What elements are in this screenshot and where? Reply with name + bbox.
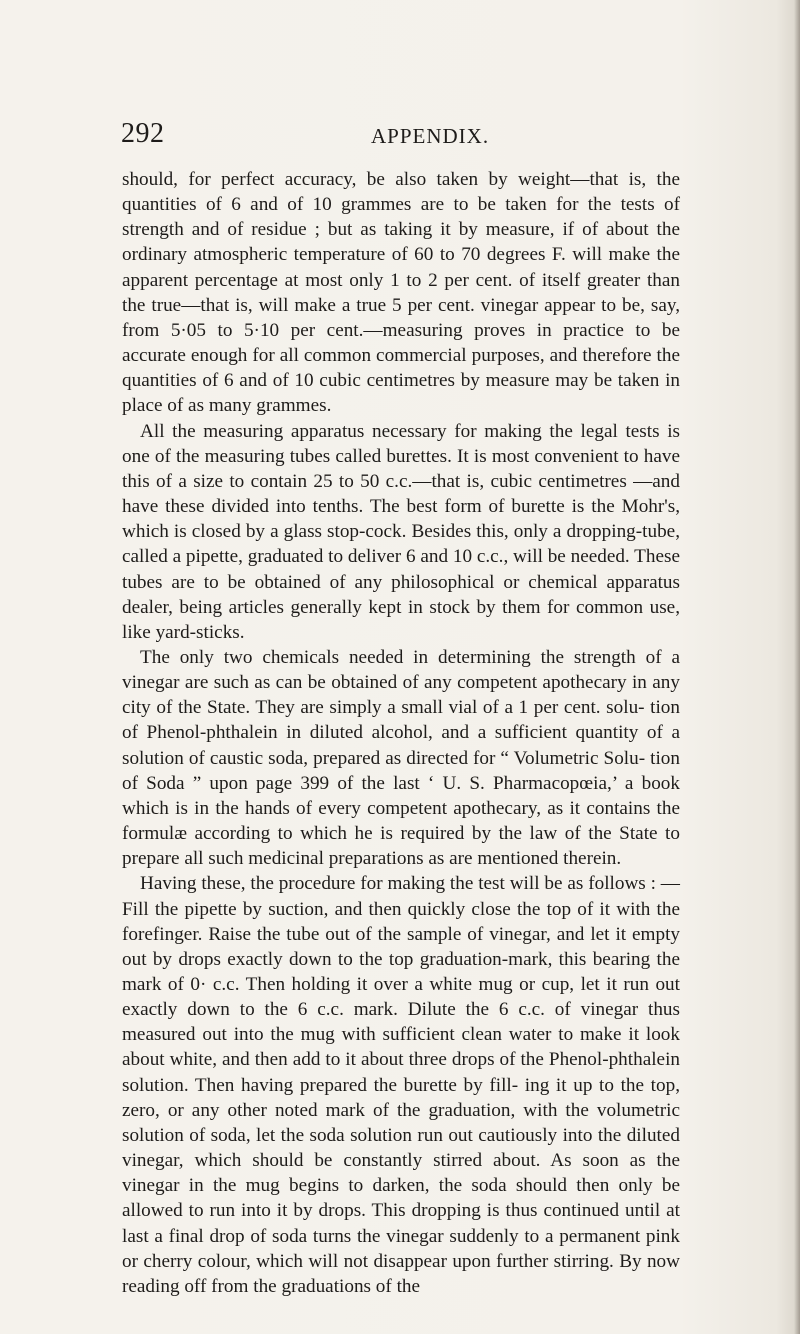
paragraph-procedure: Having these, the procedure for making the test will be as follows : —Fill the pipette by suction, and then quickly close the top of it with the forefinger. Raise the tube out of the sample of vinegar, and let it empty out by drops exactly down to the top graduation-mark, this bearing the mark of 0· c.c. Then holding it over a white mug or cup, let it run out exactly down to the 6 c.c. mark. Dilute the 6 c.c. of vinegar thus measured out into the mug with sufficient clean water to make it look about white, and then add to it about three drops of the Phenol-phthalein solution. Then having prepared the burette by fill- ing it up to the top, zero, or any other noted mark of the graduation, with the volumetric solution of soda, let the soda solution run out cautiously into the diluted vinegar, which should be constantly stirred about. As soon as the vinegar in the mug begins to darken, the soda should then only be allowed to run into it by drops. This dropping is thus continued until at last a final drop of soda turns the vinegar suddenly to a permanent pink or cherry colour, which will not disappear upon further stirring. By now reading off from the graduations of the: [122, 873, 680, 1297]
page-number: 292: [121, 118, 165, 149]
paragraph-continuation: should, for perfect accuracy, be also taken by weight—that is, the quantities of 6 and of 10 grammes are to be taken for the tests of strength and of residue ; but as taking it by measure, if of about the ordinary atmospheric temperature of 60 to 70 degrees F. will make the apparent percentage at most only 1 to 2 per cent. of itself greater than the true—that is, will make a true 5 per cent. vinegar appear to be, say, from 5·05 to 5·10 per cent.—measuring proves in practice to be accurate enough for all common commercial purposes, and therefore the quantities of 6 and of 10 cubic centimetres by measure may be taken in place of as many grammes.: [122, 169, 680, 417]
page-edge-shadow: [794, 0, 800, 1334]
page-header: [121, 118, 681, 162]
paragraph-apparatus: All the measuring apparatus necessary for making the legal tests is one of the measuring tubes called burettes. It is most convenient to have this of a size to contain 25 to 50 c.c.—that is, cubic centimetres —and have these divided into tenths. The best form of burette is the Mohr's, which is closed by a glass stop-cock. Besides this, only a dropping-tube, called a pipette, graduated to deliver 6 and 10 c.c., will be needed. These tubes are to be obtained of any philosophical or chemical apparatus dealer, being articles generally kept in stock by them for common use, like yard-sticks.: [122, 420, 680, 643]
body-text: [122, 167, 680, 1299]
running-head: APPENDIX.: [371, 124, 490, 148]
paragraph-chemicals: The only two chemicals needed in determining the strength of a vinegar are such as can be obtained of any competent apothecary in any city of the State. They are simply a small vial of a 1 per cent. solu- tion of Phenol-phthalein in diluted alcohol, and a sufficient quantity of a solution of caustic soda, prepared as directed for “ Volumetric Solu- tion of Soda ” upon page 399 of the last ‘ U. S. Pharmacopœia,’ a book which is in the hands of every competent apothecary, as it contains the formulæ according to which he is required by the law of the State to prepare all such medicinal preparations as are mentioned therein.: [122, 646, 680, 870]
